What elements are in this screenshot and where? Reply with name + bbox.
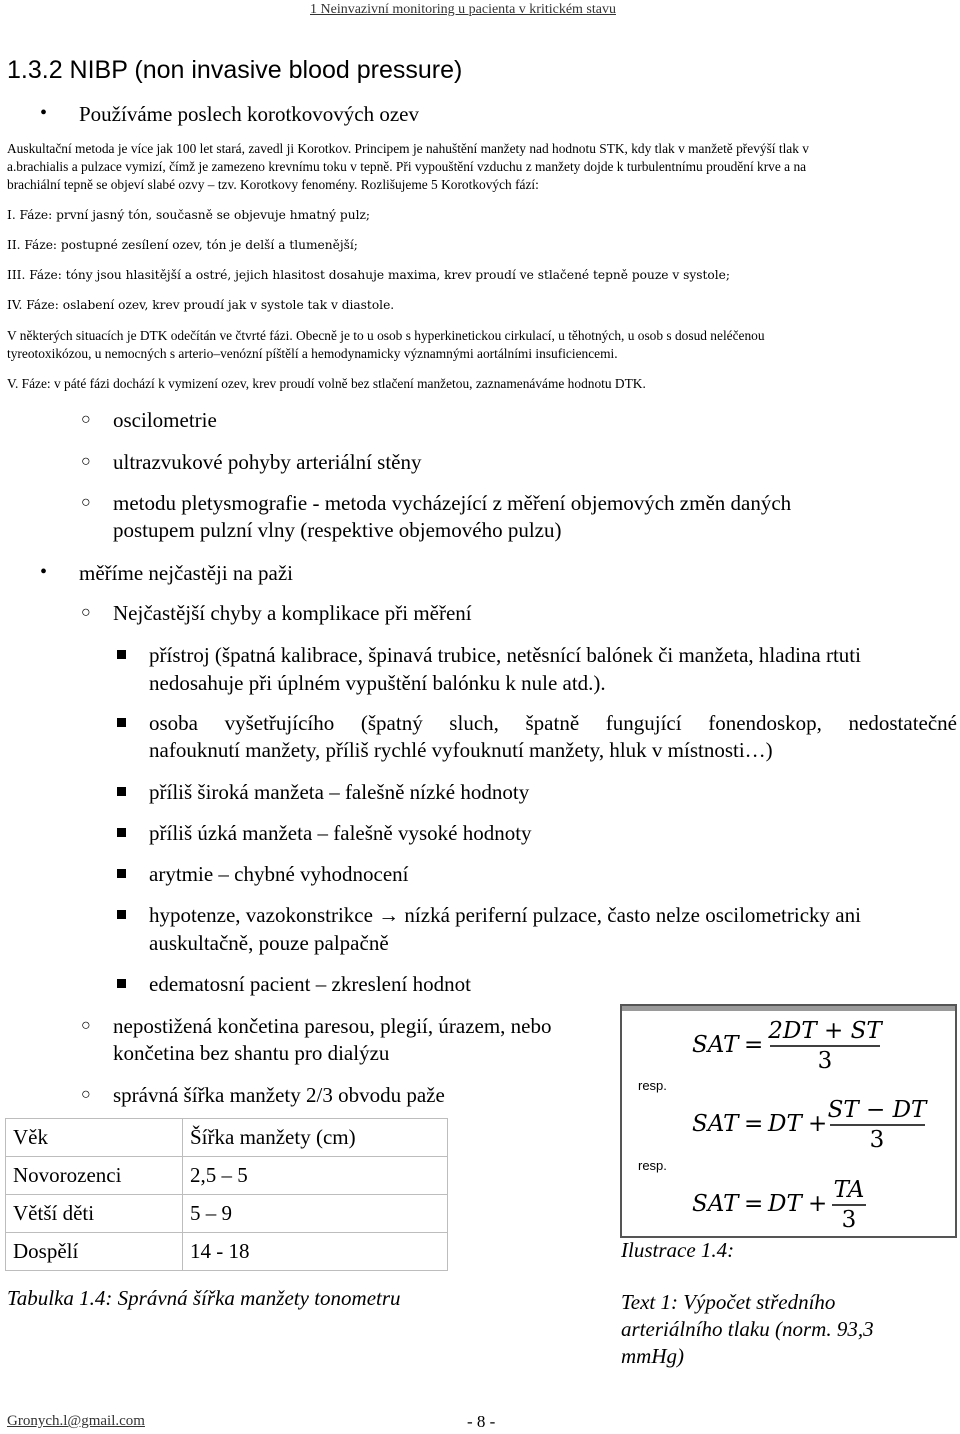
intro-line-2: a.brachialis a pulzace vymizí, čímž je zamezeno krevnímu toku v tepně. Při vypouštění vzduchu z manžety dojde k turbulentnímu proudění krve a na	[7, 159, 807, 174]
circle-bullet-icon: ○	[81, 1086, 91, 1103]
resp-label-2: resp.	[638, 1158, 667, 1173]
method-oscilometry: oscilometrie	[113, 408, 217, 432]
formula-3-equals: =	[744, 1191, 764, 1217]
cuff-width-rule: správná šířka manžety 2/3 obvodu paže	[113, 1083, 445, 1107]
error-device-line-2: nedosahuje při úplném vypuštění balónku k nule atd.).	[149, 671, 606, 695]
method-ultrasound: ultrazvukové pohyby arteriální stěny	[113, 450, 422, 474]
formula-3-plus: +	[808, 1191, 828, 1217]
table-cell: Větší děti	[6, 1195, 183, 1233]
cuff-width-table	[5, 1118, 448, 1271]
table-header-cell: Šířka manžety (cm)	[183, 1119, 448, 1157]
error-edema: edematosní pacient – zkreslení hodnot	[149, 972, 471, 996]
table-cell: Dospělí	[6, 1233, 183, 1271]
footer-email-link[interactable]: Gronych.l@gmail.com	[7, 1413, 145, 1429]
bullet-dot-icon: •	[40, 561, 48, 583]
error-device-line-1: přístroj (špatná kalibrace, špinavá trubice, netěsnící balónek či manžeta, hladina rtuti	[149, 643, 861, 667]
formula-3-dt: DT	[768, 1191, 802, 1217]
limb-line-1: nepostižená končetina paresou, plegií, úrazem, nebo	[113, 1014, 552, 1038]
square-bullet-icon	[117, 787, 126, 796]
formula-2-plus: +	[808, 1111, 828, 1137]
error-examiner-line-1: osoba vyšetřujícího (špatný sluch, špatně fungující fonendoskop, nedostatečné	[149, 711, 957, 735]
formula-text-line-3: mmHg)	[621, 1344, 684, 1368]
limb-line-2: končetina bez shantu pro dialýzu	[113, 1041, 390, 1065]
square-bullet-icon	[117, 910, 126, 919]
square-bullet-icon	[117, 828, 126, 837]
section-title: 1.3.2 NIBP (non invasive blood pressure)	[7, 56, 463, 84]
phase-1: I. Fáze: první jasný tón, současně se objevuje hmatný pulz;	[7, 208, 370, 222]
phase-3: III. Fáze: tóny jsou hlasitější a ostré, jejich hlasitost dosahuje maxima, krev proudí ve stlačené tepně pouze v systole;	[7, 268, 730, 282]
error-arrhythmia: arytmie – chybné vyhodnocení	[149, 862, 409, 886]
square-bullet-icon	[117, 979, 126, 988]
method-plethysmography-line-1: metodu pletysmografie - metoda vycházející z měření objemových změn daných	[113, 491, 792, 515]
errors-heading: Nejčastější chyby a komplikace při měření	[113, 601, 472, 625]
phase-5: V. Fáze: v páté fázi dochází k vymizení ozev, krev proudí volně bez stlačení manžetou, zaznamenáváme hodnotu DTK.	[7, 376, 646, 391]
page-number: - 8 -	[467, 1412, 496, 1431]
error-hypotension-line-1: hypotenze, vazokonstrikce → nízká periferní pulzace, často nelze oscilometricky ani	[149, 903, 861, 927]
formula-1-denominator: 3	[817, 1048, 833, 1074]
formula-text-line-1: Text 1: Výpočet středního	[621, 1290, 836, 1314]
square-bullet-icon	[117, 718, 126, 727]
table-header-cell: Věk	[6, 1119, 183, 1157]
formula-text-line-2: arteriálního tlaku (norm. 93,3	[621, 1317, 874, 1341]
bullet-dot-icon: •	[40, 102, 48, 124]
bullet-measure-arm: měříme nejčastěji na paži	[79, 561, 293, 585]
table-cell: 5 – 9	[183, 1195, 448, 1233]
phase-note-line-2: tyreotoxikózou, u nemocných s arterio–venózní píštělí a hemodynamicky významnými aortálními insuficiencemi.	[7, 346, 618, 361]
table-header-row	[6, 1119, 448, 1157]
table-cell: Novorozenci	[6, 1157, 183, 1195]
cropped-heading-strip	[622, 1006, 955, 1011]
formula-2-numerator: ST − DT	[827, 1097, 927, 1123]
circle-bullet-icon: ○	[81, 604, 91, 621]
error-examiner-line-2: nafouknutí manžety, příliš rychlé vyfouknutí manžety, hluk v místnosti…)	[149, 738, 773, 762]
intro-line-1: Auskultační metoda je více jak 100 let stará, zavedl ji Korotkov. Principem je nahuštění manžety nad hodnotu STK, kdy tlak v manžetě převýší tlak v	[7, 141, 809, 156]
illustration-caption: Ilustrace 1.4:	[621, 1238, 735, 1262]
table-caption: Tabulka 1.4: Správná šířka manžety tonometru	[7, 1286, 401, 1310]
formula-1-equals: =	[744, 1032, 764, 1058]
formula-2-denominator: 3	[869, 1127, 885, 1153]
table-cell: 2,5 – 5	[183, 1157, 448, 1195]
table-row	[6, 1157, 448, 1195]
resp-label-1: resp.	[638, 1078, 667, 1093]
formula-1-lhs: SAT	[692, 1032, 739, 1058]
square-bullet-icon	[117, 869, 126, 878]
phase-note-line-1: V některých situacích je DTK odečítán ve čtvrté fázi. Obecně je to u osob s hyperkinetickou cirkulací, u těhotných, u osob s dosud neléčenou	[7, 328, 765, 343]
table-row	[6, 1233, 448, 1271]
circle-bullet-icon: ○	[81, 494, 91, 511]
formula-svg	[622, 1006, 955, 1236]
formula-3-lhs: SAT	[692, 1191, 739, 1217]
bullet-korotkov: Používáme poslech korotkovových ozev	[79, 102, 419, 126]
table-cell: 14 - 18	[183, 1233, 448, 1271]
formula-2-equals: =	[744, 1111, 764, 1137]
table-row	[6, 1195, 448, 1233]
circle-bullet-icon: ○	[81, 1017, 91, 1034]
map-formula-illustration	[620, 1004, 957, 1238]
error-wide-cuff: příliš široká manžeta – falešně nízké hodnoty	[149, 780, 530, 804]
circle-bullet-icon: ○	[81, 453, 91, 470]
formula-1-numerator: 2DT + ST	[768, 1018, 882, 1044]
phase-2: II. Fáze: postupné zesílení ozev, tón je delší a tlumenější;	[7, 238, 358, 252]
method-plethysmography-line-2: postupem pulzní vlny (respektive objemového pulzu)	[113, 518, 562, 542]
square-bullet-icon	[117, 650, 126, 659]
formula-3-numerator: TA	[833, 1177, 865, 1203]
error-narrow-cuff: příliš úzká manžeta – falešně vysoké hodnoty	[149, 821, 532, 845]
formula-3-denominator: 3	[841, 1207, 857, 1233]
running-header: 1 Neinvazivní monitoring u pacienta v kritickém stavu	[310, 2, 616, 17]
phase-4: IV. Fáze: oslabení ozev, krev proudí jak v systole tak v diastole.	[7, 298, 395, 312]
formula-2-dt: DT	[768, 1111, 802, 1137]
circle-bullet-icon: ○	[81, 411, 91, 428]
formula-2-lhs: SAT	[692, 1111, 739, 1137]
intro-line-3: brachiální tepně se objeví slabé ozvy – tzv. Korotkovy fenomény. Rozlišujeme 5 Korotkových fází:	[7, 177, 539, 192]
error-hypotension-line-2: auskultačně, pouze palpačně	[149, 931, 389, 955]
